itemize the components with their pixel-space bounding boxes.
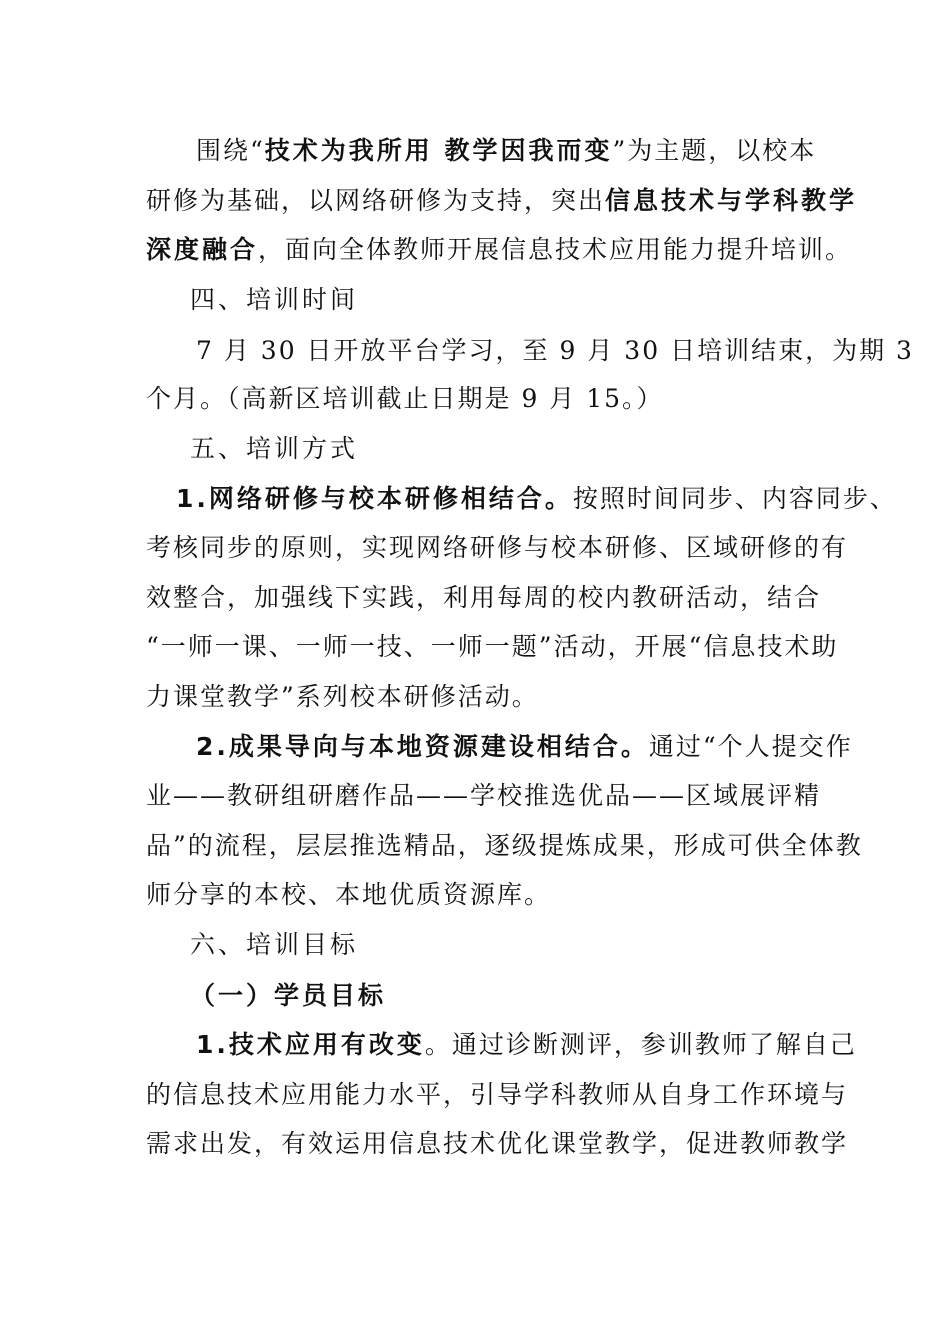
- item-text: 通过“个人提交作: [648, 732, 853, 761]
- theme-text: 研修为基础，以网络研修为支持，突出: [146, 186, 606, 215]
- item-title: 1.网络研修与校本研修相结合。: [176, 484, 573, 513]
- section-5-item-1-line-2: 考核同步的原则，实现网络研修与校本研修、区域研修的有: [146, 533, 849, 562]
- item-title: 2.成果导向与本地资源建设相结合。: [196, 732, 649, 761]
- item-text: 。通过诊断测评，参训教师了解自己: [424, 1030, 857, 1059]
- section-4-line-1: 7 月 30 日开放平台学习，至 9 月 30 日培训结束，为期 3: [196, 336, 914, 365]
- section-5-item-1-line-5: 力课堂教学”系列校本研修活动。: [146, 682, 539, 711]
- section-6-item-1-line-2: 的信息技术应用能力水平，引导学科教师从自身工作环境与: [146, 1080, 849, 1109]
- section-6-item-1-line-3: 需求出发，有效运用信息技术优化课堂教学，促进教师教学: [146, 1129, 849, 1158]
- section-6-subheading: （一）学员目标: [190, 981, 387, 1010]
- section-5-item-2-line-4: 师分享的本校、本地优质资源库。: [146, 880, 552, 909]
- section-5-item-1-line-3: 效整合，加强线下实践，利用每周的校内教研活动，结合: [146, 583, 822, 612]
- section-5-item-2-line-2: 业——教研组研磨作品——学校推选优品——区域展评精: [146, 781, 822, 810]
- theme-line-1: [196, 136, 816, 166]
- theme-line-3: [146, 235, 852, 265]
- item-text: 按照时间同步、内容同步、: [572, 484, 897, 513]
- theme-line-2: [146, 186, 857, 216]
- section-5-item-2-line-3: 品”的流程，层层推选精品，逐级提炼成果，形成可供全体教: [146, 831, 863, 860]
- item-title: 1.技术应用有改变: [196, 1030, 425, 1059]
- theme-text: 围绕“: [196, 136, 265, 165]
- section-6-item-1-line-1: [196, 1030, 857, 1060]
- section-4-line-2: 个月。（高新区培训截止日期是 9 月 15。）: [146, 384, 664, 413]
- section-5-item-1-line-4: “一师一课、一师一技、一师一题”活动，开展“信息技术助: [146, 632, 839, 661]
- section-4-heading: 四、培训时间: [190, 285, 359, 314]
- theme-emphasis: 信息技术与学科教学: [605, 186, 858, 215]
- theme-text: ，面向全体教师开展信息技术应用能力提升培训。: [258, 235, 853, 264]
- section-6-heading: 六、培训目标: [190, 930, 359, 959]
- section-5-item-1-line-1: [176, 484, 897, 514]
- theme-slogan: 技术为我所用 教学因我而变: [264, 136, 613, 165]
- theme-emphasis: 深度融合: [146, 235, 259, 264]
- theme-text: ”为主题，以校本: [612, 136, 817, 165]
- section-5-heading: 五、培训方式: [190, 434, 359, 463]
- section-5-item-2-line-1: [196, 732, 853, 762]
